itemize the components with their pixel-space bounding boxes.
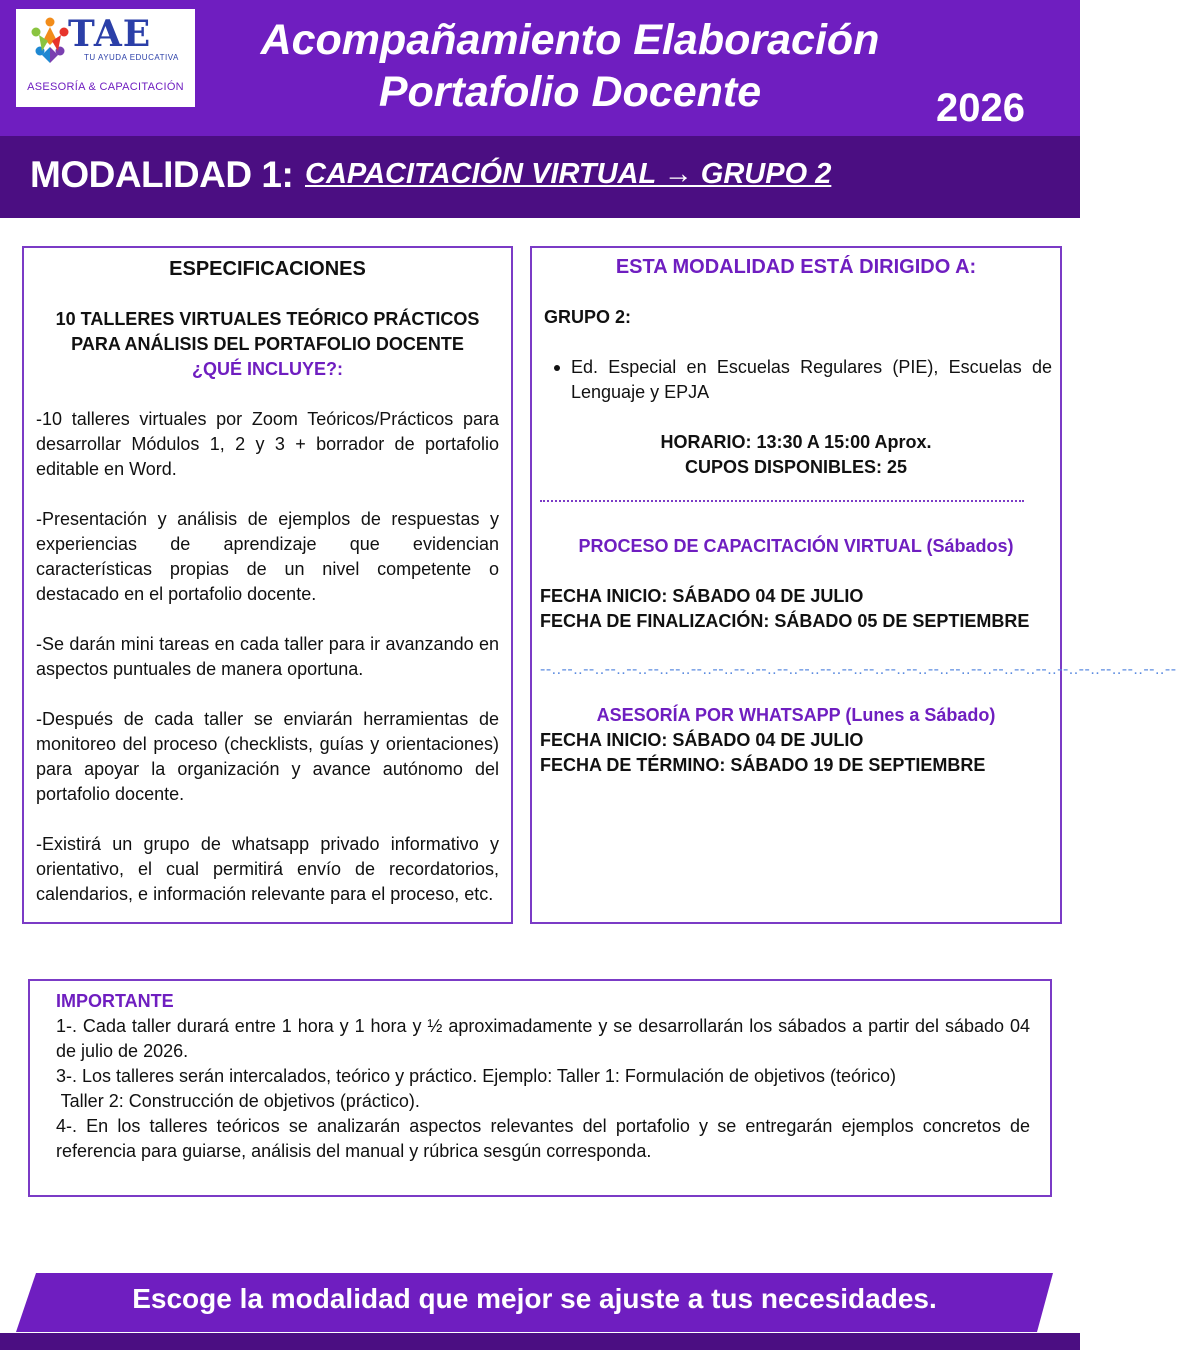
important-panel bbox=[28, 979, 1052, 1197]
logo-tagline: TU AYUDA EDUCATIVA bbox=[84, 53, 179, 62]
whatsapp-heading: ASESORÍA POR WHATSAPP (Lunes a Sábado) bbox=[596, 705, 996, 725]
audience-heading: ESTA MODALIDAD ESTÁ DIRIGIDO A: bbox=[615, 256, 977, 278]
modality-value: CAPACITACIÓN VIRTUAL → GRUPO 2 bbox=[305, 158, 832, 190]
specs-heading: ESPECIFICACIONES bbox=[169, 258, 366, 280]
spec-item: -Existirá un grupo de whatsapp privado informativo y orientativo, el cual permitirá envío de recordatorios, calendarios, e información relevante para el proceso, etc. bbox=[36, 834, 499, 904]
important-line: Taller 2: Construcción de objetivos (práctico). bbox=[56, 1091, 420, 1111]
whatsapp-end-date: FECHA DE TÉRMINO: SÁBADO 19 DE SEPTIEMBRE bbox=[540, 755, 986, 775]
audience-panel bbox=[530, 246, 1177, 924]
footer-bar bbox=[0, 1333, 1080, 1350]
title-line-1: Acompañamiento Elaboración bbox=[260, 16, 880, 64]
group-label: GRUPO 2: bbox=[544, 307, 632, 327]
spec-item: -Se darán mini tareas en cada taller para ir avanzando en aspectos puntuales de manera oportuna. bbox=[36, 634, 499, 679]
logo-subtitle: ASESORÍA & CAPACITACIÓN bbox=[27, 81, 184, 93]
important-line: 3-. Los talleres serán intercalados, teórico y práctico. Ejemplo: Taller 1: Formulación de objetivos (teórico) bbox=[56, 1066, 897, 1086]
year-label: 2026 bbox=[936, 86, 1025, 130]
group-item: Ed. Especial en Escuelas Regulares (PIE), Escuelas de Lenguaje y EPJA bbox=[540, 355, 1052, 405]
spec-item: -Presentación y análisis de ejemplos de respuestas y experiencias de aprendizaje que evidencian características propias de un nivel competente o destacado en el portafolio docente. bbox=[36, 509, 499, 604]
seats-text: CUPOS DISPONIBLES: 25 bbox=[684, 457, 908, 477]
specs-subheading: 10 TALLERES VIRTUALES TEÓRICO PRÁCTICOS PARA ANÁLISIS DEL PORTAFOLIO DOCENTE bbox=[55, 309, 480, 354]
page-title bbox=[225, 14, 915, 118]
people-circle-logo-icon bbox=[28, 15, 72, 65]
schedule-text: HORARIO: 13:30 A 15:00 Aprox. bbox=[660, 432, 932, 452]
dash-dot-divider: --..--..--..--..--..--..--..--..--..--..--..--..--..--..--..--..--..--..--..--..--..--..--..--..--..--..--..--..--..-- bbox=[540, 661, 1177, 678]
whatsapp-start-date: FECHA INICIO: SÁBADO 04 DE JULIO bbox=[540, 730, 864, 750]
logo bbox=[16, 9, 195, 107]
important-line: 4-. En los talleres teóricos se analizarán aspectos relevantes del portafolio y se entregarán ejemplos concretos de referencia para guiarse, análisis del manual y rúbrica sesgún corresponda. bbox=[56, 1116, 1030, 1161]
logo-name: TAE bbox=[68, 13, 152, 55]
specs-includes-label: ¿QUÉ INCLUYE?: bbox=[192, 359, 343, 379]
title-line-2: Portafolio Docente bbox=[378, 68, 762, 116]
process-start-date: FECHA INICIO: SÁBADO 04 DE JULIO bbox=[540, 586, 864, 606]
important-line: 1-. Cada taller durará entre 1 hora y 1 hora y ½ aproximadamente y se desarrollarán los sábados a partir del sábado 04 de julio de 2026. bbox=[56, 1016, 1030, 1061]
footer-text: Escoge la modalidad que mejor se ajuste a tus necesidades. bbox=[132, 1283, 937, 1314]
process-end-date: FECHA DE FINALIZACIÓN: SÁBADO 05 DE SEPTIEMBRE bbox=[540, 611, 1030, 631]
important-heading: IMPORTANTE bbox=[56, 991, 174, 1011]
modality-label: MODALIDAD 1: bbox=[30, 154, 294, 195]
process-heading: PROCESO DE CAPACITACIÓN VIRTUAL (Sábados) bbox=[578, 536, 1014, 556]
spec-item: -Después de cada taller se enviarán herramientas de monitoreo del proceso (checklists, guías y orientaciones) para apoyar la organización y avance autónomo del portafolio docente. bbox=[36, 709, 499, 804]
spec-item: -10 talleres virtuales por Zoom Teóricos/Prácticos para desarrollar Módulos 1, 2 y 3 + borrador de portafolio editable en Word. bbox=[36, 409, 499, 479]
specifications-panel bbox=[22, 246, 513, 924]
